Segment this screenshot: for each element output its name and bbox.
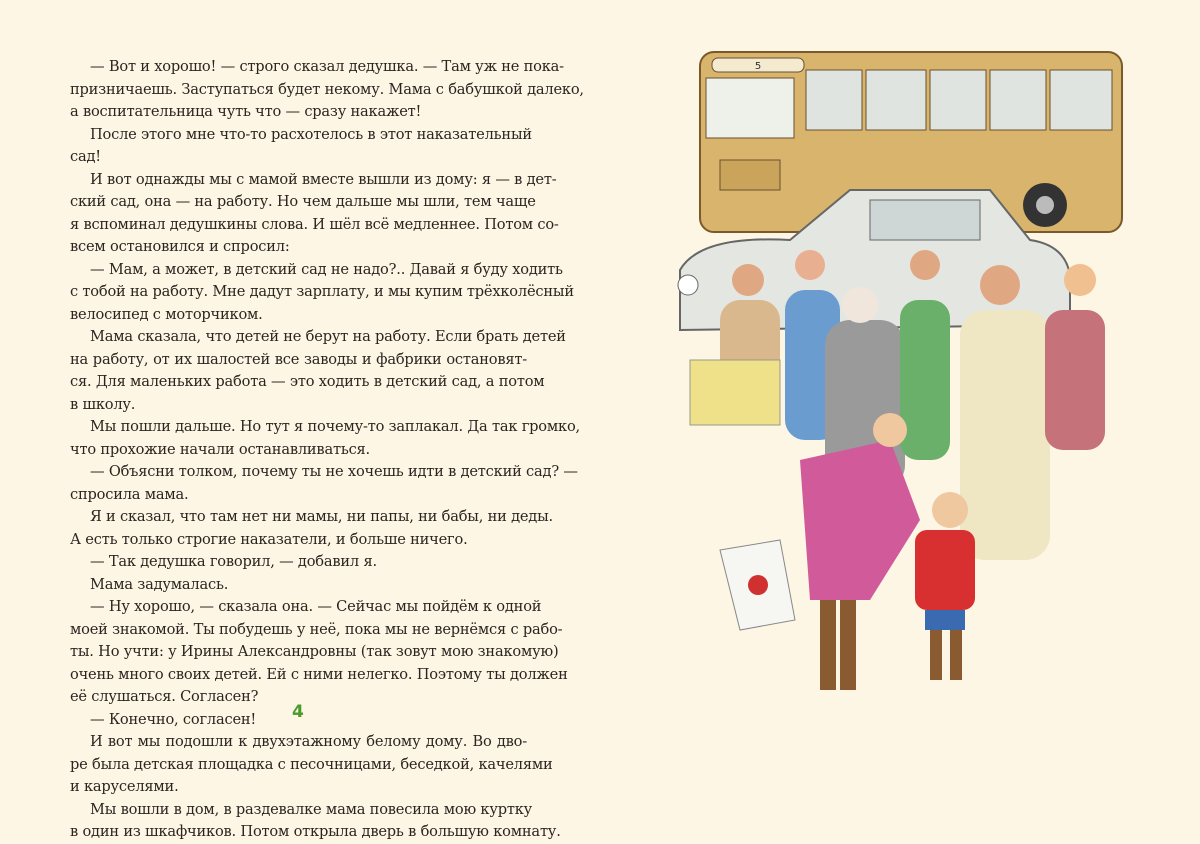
text-line: — Объясни толком, почему ты не хочешь идти в детский сад? — <box>90 463 578 480</box>
text-line: велосипед с моторчиком. <box>70 305 263 323</box>
text-line: И вот однажды мы с мамой вместе вышли из дому: я — в дет- <box>90 170 557 188</box>
text-line: сад! <box>70 148 101 165</box>
paragraph <box>70 124 532 169</box>
paragraph <box>70 326 566 416</box>
text-line: я вспоминал дедушкины слова. И шёл всё медленнее. Потом со- <box>70 215 559 233</box>
text-line: И вот мы подошли к двухэтажному белому дому. Во дво- <box>90 733 527 750</box>
text-line: её слушаться. Согласен? <box>70 688 259 705</box>
text-line: Мама сказала, что детей не берут на работу. Если брать детей <box>90 328 566 345</box>
text-line: Мы вошли в дом, в раздевалке мама повесила мою куртку <box>90 800 533 818</box>
text-line: — Вот и хорошо! — строго сказал дедушка. — Там уж не пока- <box>90 58 564 75</box>
text-line: — Конечно, согласен! <box>90 710 257 728</box>
paragraph <box>70 259 574 327</box>
bus-route-number: 5 <box>754 61 762 72</box>
paragraph <box>70 596 568 709</box>
text-line: Мы пошли дальше. Но тут я почему-то заплакал. Да так громко, <box>90 418 580 435</box>
text-line: Я и сказал, что там нет ни мамы, ни папы, ни бабы, ни деды. <box>90 508 553 525</box>
text-line: очень много своих детей. Ей с ними нелегко. Поэтому ты должен <box>70 665 568 683</box>
text-line: в один из шкафчиков. Потом открыла дверь в большую комнату. <box>70 823 561 840</box>
text-line: призничаешь. Заступаться будет некому. Мама с бабушкой далеко, <box>70 80 584 98</box>
paragraph <box>70 461 578 506</box>
text-line: ский сад, она — на работу. Но чем дальше мы шли, тем чаще <box>70 193 536 210</box>
street-scene-illustration <box>660 40 1140 700</box>
text-line: и каруселями. <box>70 778 179 795</box>
text-line: на работу, от их шалостей все заводы и фабрики остановят- <box>70 350 527 368</box>
text-line: — Ну хорошо, — сказала она. — Сейчас мы пойдём к одной <box>90 598 542 615</box>
text-line: спросила мама. <box>70 485 189 503</box>
text-line: А есть только строгие наказатели, и больше ничего. <box>70 530 468 548</box>
text-line: с тобой на работу. Мне дадут зарплату, и мы купим трёхколёсный <box>70 283 574 300</box>
text-line: а воспитательница чуть что — сразу накажет! <box>70 103 422 120</box>
paragraph <box>70 506 553 551</box>
text-line: ты. Но учти: у Ирины Александровны (так зовут мою знакомую) <box>70 643 559 660</box>
text-line: — Так дедушка говорил, — добавил я. <box>90 553 377 570</box>
text-line: ре была детская площадка с песочницами, беседкой, качелями <box>70 755 553 773</box>
text-line: ся. Для маленьких работа — это ходить в детский сад, а потом <box>70 373 545 390</box>
paragraph <box>70 416 580 461</box>
page-number: 4 <box>292 702 304 722</box>
paragraph <box>70 731 553 799</box>
paragraph <box>70 56 584 124</box>
paragraph <box>70 169 559 259</box>
body-text <box>70 56 584 844</box>
paragraph <box>70 551 527 574</box>
text-line: в школу. <box>70 395 136 413</box>
text-line: Мама задумалась. <box>90 575 229 593</box>
text-line: моей знакомой. Ты побудешь у неё, пока мы не вернёмся с рабо- <box>70 620 563 638</box>
text-line: всем остановился и спросил: <box>70 238 290 255</box>
paragraph <box>70 799 561 844</box>
text-line: После этого мне что-то расхотелось в этот наказательный <box>90 125 532 143</box>
paragraph <box>70 574 527 597</box>
text-line: — Мам, а может, в детский сад не надо?.. Давай я буду ходить <box>90 260 563 278</box>
text-line: что прохожие начали останавливаться. <box>70 440 370 458</box>
